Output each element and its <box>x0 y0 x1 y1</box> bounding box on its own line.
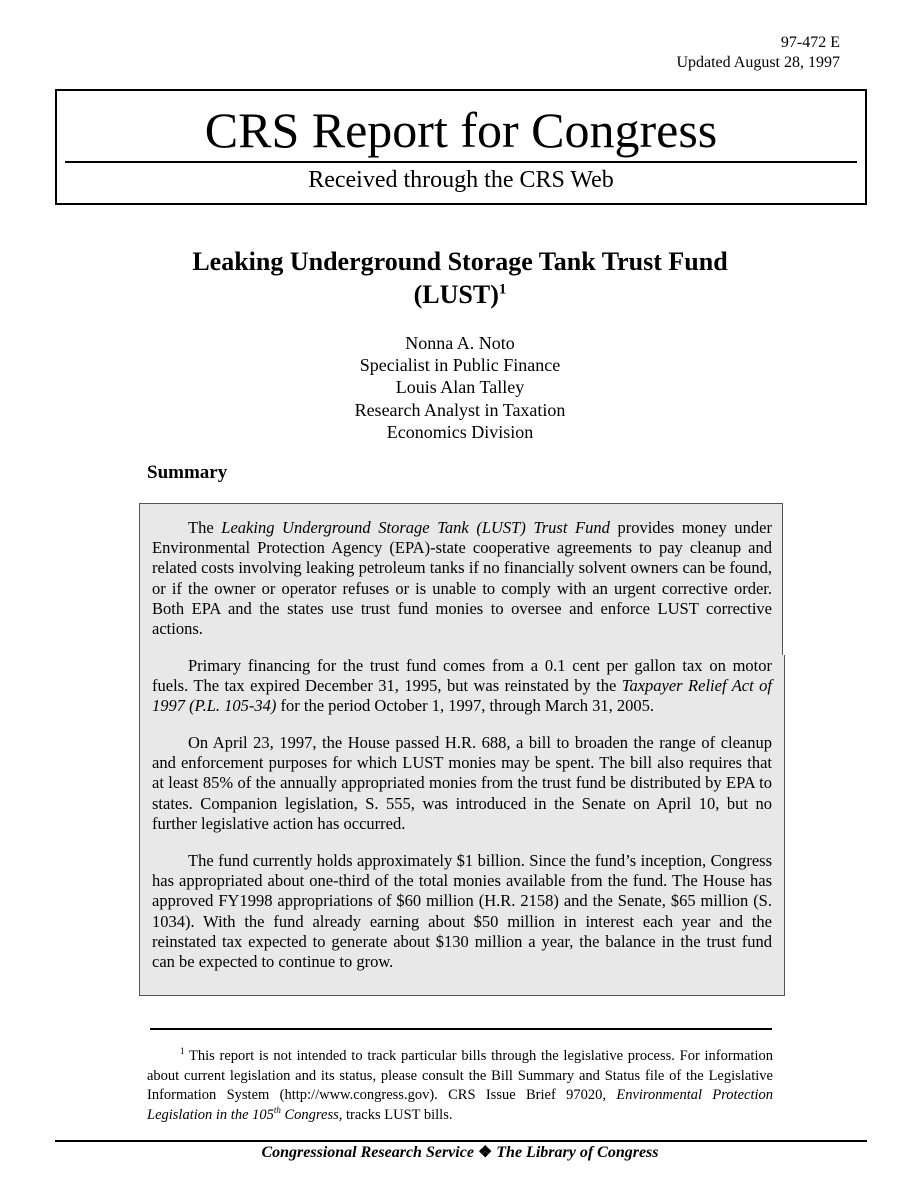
author-name: Louis Alan Talley <box>395 377 525 398</box>
footnote-marker: 1 <box>180 1046 185 1057</box>
author-title: Research Analyst in Taxation <box>354 399 566 420</box>
title-acronym: (LUST) <box>413 280 499 309</box>
text-run: The <box>188 518 222 537</box>
updated-date: Updated August 28, 1997 <box>676 54 840 71</box>
text-run: This report is not intended to track particular bills through the legislative process. For information about current legislation and its status, please consult the Bill Summary and Status file of the Legislative Information System (http://www.congress.gov). CRS Issue Brief 97020, <box>147 1048 773 1103</box>
report-header <box>676 33 840 73</box>
diamond-separator-icon: ❖ <box>477 1144 493 1161</box>
text-run: , tracks LUST bills. <box>338 1106 453 1123</box>
banner-subtitle: Received through the CRS Web <box>308 167 614 193</box>
text-run: for the period October 1, 1997, through March 31, 2005. <box>276 696 654 716</box>
text-run: provides money under Environmental Protection Agency (EPA)-state cooperative agreements to pay cleanup and related costs involving leaking petroleum tanks if no financially solvent owners can be found, or if the owner or operator refuses or is unable to comply with an urgent corrective order. Both EPA and the states use trust fund monies to oversee and enforce LUST corrective actions. <box>152 518 772 639</box>
text-run: Primary financing for the trust fund comes from a 0.1 cent per gallon tax on motor fuels. The tax expired December 31, 1995, but was reinstated by the <box>152 656 772 696</box>
ordinal-suffix: th <box>273 1104 281 1115</box>
author-block <box>260 332 660 443</box>
report-number: 97-472 E <box>780 34 840 51</box>
summary-paragraph: On April 23, 1997, the House passed H.R. 688, a bill to broaden the range of cleanup and enforcement purposes for which LUST monies may be spent. The bill also requires that at least 85% of the annually appropriated monies from the trust fund be distributed by EPA to states. Companion legislation, S. 555, was introduced in the Senate on April 10, but no further legislative action has occurred. <box>152 733 772 833</box>
title-line-2 <box>110 278 810 311</box>
division-name: Economics Division <box>386 421 534 442</box>
title-footnote-marker[interactable]: 1 <box>498 281 507 298</box>
footer-rule <box>55 1140 867 1142</box>
banner-title: CRS Report for Congress <box>204 102 718 158</box>
summary-box <box>139 503 785 996</box>
document-title <box>110 245 810 311</box>
author-name: Nonna A. Noto <box>405 333 515 353</box>
title-line-1: Leaking Underground Storage Tank Trust Fund <box>192 247 728 276</box>
summary-heading: Summary <box>147 462 228 483</box>
footer-library: The Library of Congress <box>496 1144 659 1161</box>
summary-paragraph: The fund currently holds approximately $1 billion. Since the fund’s inception, Congress has appropriated about one-third of the total monies available from the fund. The House has approved FY1998 appropriations of $60 million (H.R. 2158) and the Senate, $65 million (S. 1034). With the fund already earning about $50 million in interest each year and the reinstated tax expected to generate about $130 million a year, the balance in the trust fund can be expected to continue to grow. <box>152 851 772 972</box>
author-title: Specialist in Public Finance <box>359 355 561 376</box>
footnote-rule <box>150 1028 772 1030</box>
text-run: Congress <box>280 1106 339 1123</box>
summary-paragraph <box>152 518 772 639</box>
text-run: Environmental Protection Legislation in the 105 <box>147 1087 774 1123</box>
summary-box-notch <box>782 503 787 655</box>
fund-name: Leaking Underground Storage Tank (LUST) Trust Fund <box>221 518 610 537</box>
summary-paragraph <box>152 656 772 717</box>
banner-rule <box>65 161 857 163</box>
act-name: Taxpayer Relief Act of 1997 (P.L. 105-34) <box>152 676 772 716</box>
report-banner <box>55 89 867 205</box>
footer-org: Congressional Research Service <box>261 1144 474 1161</box>
page-footer <box>0 1143 920 1163</box>
footnote <box>147 1047 773 1125</box>
